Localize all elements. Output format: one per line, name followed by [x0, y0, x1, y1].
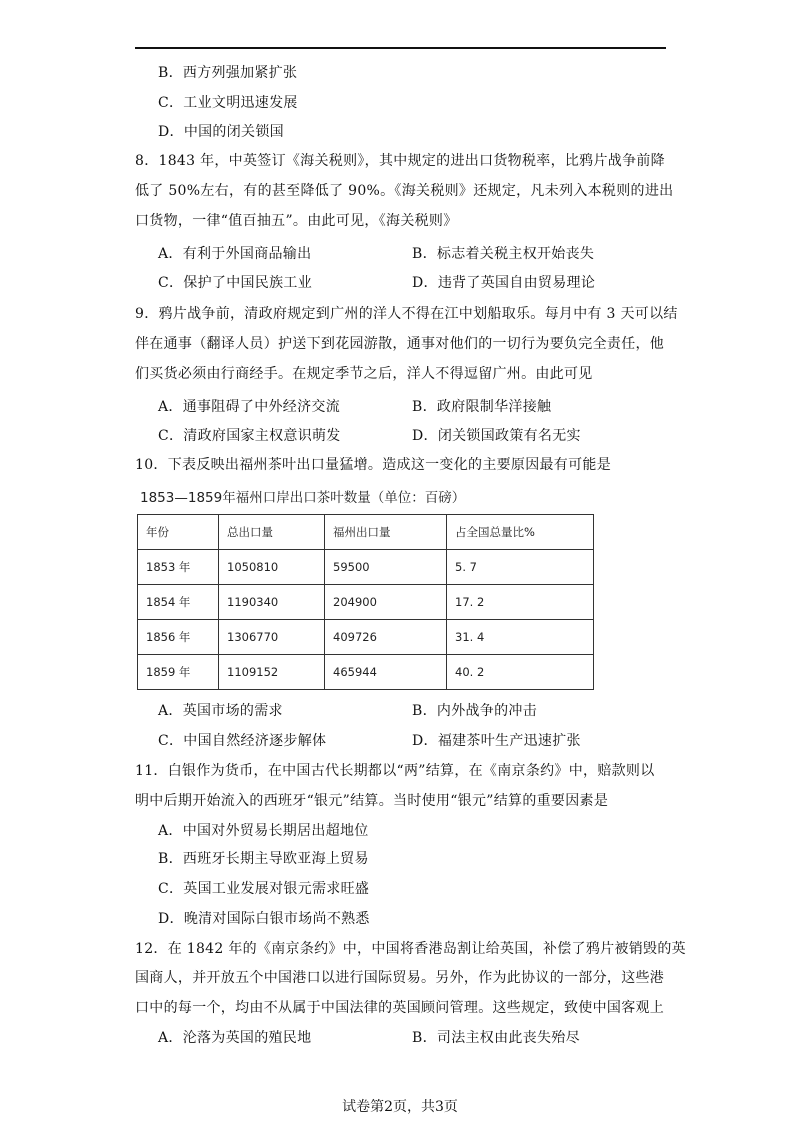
page-footer: 试卷第2页，共3页	[342, 1099, 458, 1115]
q10-option-a: A．英国市场的需求	[158, 703, 283, 719]
q9-option-c: C．清政府国家主权意识萌发	[158, 428, 341, 444]
tea-export-table	[137, 514, 594, 690]
table-cell: 1109152	[219, 655, 325, 690]
q8-option-d: D．违背了英国自由贸易理论	[412, 275, 596, 291]
table-cell: 1854 年	[138, 585, 219, 620]
q11-stem-line-2: 明中后期开始流入的西班牙“银元”结算。当时使用“银元”结算的重要因素是	[135, 793, 609, 809]
q12-option-a: A．沦落为英国的殖民地	[158, 1030, 312, 1046]
table-cell: 1856 年	[138, 620, 219, 655]
q8-stem-line-1: 8．1843 年，中英签订《海关税则》，其中规定的进出口货物税率，比鸦片战争前降	[135, 153, 665, 169]
table-cell: 1859 年	[138, 655, 219, 690]
table-cell: 5. 7	[447, 550, 594, 585]
q8-stem-line-2: 低了 50%左右，有的甚至降低了 90%。《海关税则》还规定，凡未列入本税则的进出	[135, 183, 674, 199]
table-header-row	[138, 515, 594, 550]
table-title: 1853—1859年福州口岸出口茶叶数量（单位：百磅）	[140, 490, 466, 506]
table-cell: 40. 2	[447, 655, 594, 690]
q9-option-d: D．闭关锁国政策有名无实	[412, 428, 581, 444]
q11-option-c: C．英国工业发展对银元需求旺盛	[158, 881, 370, 897]
q12-option-b: B．司法主权由此丧失殆尽	[412, 1030, 580, 1046]
q9-stem-line-1: 9．鸦片战争前，清政府规定到广州的洋人不得在江中划船取乐。每月中有 3 天可以结	[135, 306, 678, 322]
q9-option-a: A．通事阻碍了中外经济交流	[158, 399, 341, 415]
table-cell: 465944	[325, 655, 447, 690]
q10-option-d: D．福建茶叶生产迅速扩张	[412, 733, 581, 749]
top-divider	[135, 47, 666, 49]
table-cell: 409726	[325, 620, 447, 655]
table-cell: 1190340	[219, 585, 325, 620]
q10-option-b: B．内外战争的冲击	[412, 703, 537, 719]
q8-option-a: A．有利于外国商品输出	[158, 246, 312, 262]
table-header-cell: 占全国总量比%	[447, 515, 594, 550]
q12-stem-line-1: 12．在 1842 年的《南京条约》中，中国将香港岛割让给英国，补偿了鸦片被销毁的英	[135, 941, 686, 957]
q11-option-d: D．晚清对国际白银市场尚不熟悉	[158, 911, 370, 927]
q12-stem-line-2: 国商人，并开放五个中国港口以进行国际贸易。另外，作为此协议的一部分，这些港	[135, 970, 665, 986]
table-cell: 204900	[325, 585, 447, 620]
q8-option-b: B．标志着关税主权开始丧失	[412, 246, 595, 262]
q9-stem-line-3: 们买货必须由行商经手。在规定季节之后，洋人不得逗留广州。由此可见	[135, 366, 593, 382]
q11-option-a: A．中国对外贸易长期居出超地位	[158, 823, 369, 839]
table-cell: 17. 2	[447, 585, 594, 620]
q11-stem-line-1: 11．白银作为货币，在中国古代长期都以“两”结算，在《南京条约》中，赔款则以	[135, 763, 655, 779]
table-row	[138, 620, 594, 655]
table-header-cell: 福州出口量	[325, 515, 447, 550]
q12-stem-line-3: 口中的每一个，均由不从属于中国法律的英国顾问管理。这些规定，致使中国客观上	[135, 1000, 665, 1016]
q7-option-d: D．中国的闭关锁国	[158, 124, 284, 140]
q7-option-b: B．西方列强加紧扩张	[158, 65, 298, 81]
table-header-cell: 总出口量	[219, 515, 325, 550]
table-row	[138, 550, 594, 585]
q8-stem-line-3: 口货物，一律“值百抽五”。由此可见，《海关税则》	[135, 213, 458, 229]
q9-stem-line-2: 伴在通事（翻译人员）护送下到花园游散，通事对他们的一切行为要负完全责任，他	[135, 336, 665, 352]
q8-option-c: C．保护了中国民族工业	[158, 275, 313, 291]
q10-stem: 10．下表反映出福州茶叶出口量猛增。造成这一变化的主要原因最有可能是	[135, 457, 612, 473]
table-cell: 1853 年	[138, 550, 219, 585]
table-row	[138, 655, 594, 690]
q9-option-b: B．政府限制华洋接触	[412, 399, 552, 415]
q10-option-c: C．中国自然经济逐步解体	[158, 733, 327, 749]
table-row	[138, 585, 594, 620]
table-cell: 31. 4	[447, 620, 594, 655]
table-cell: 1306770	[219, 620, 325, 655]
table-cell: 1050810	[219, 550, 325, 585]
table-cell: 59500	[325, 550, 447, 585]
table-header-cell: 年份	[138, 515, 219, 550]
q7-option-c: C．工业文明迅速发展	[158, 95, 298, 111]
q11-option-b: B．西班牙长期主导欧亚海上贸易	[158, 851, 369, 867]
